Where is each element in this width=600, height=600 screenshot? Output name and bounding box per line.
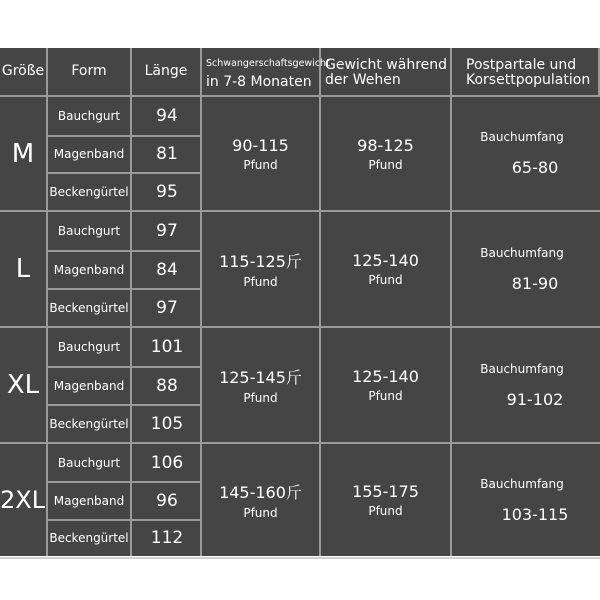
form-length: 84 xyxy=(156,260,178,280)
form-row xyxy=(48,250,202,288)
postpartum-value: 91-102 xyxy=(506,389,564,409)
labor-weight-value: 98-125 xyxy=(357,135,414,155)
form-name: Beckengürtel xyxy=(48,521,132,556)
form-list xyxy=(48,444,202,556)
form-name: Magenband xyxy=(48,252,132,288)
header-size-label: Größe xyxy=(1,62,45,79)
form-row xyxy=(48,366,202,404)
form-name: Magenband xyxy=(48,368,132,404)
header-size xyxy=(0,48,48,95)
postpartum-value: 103-115 xyxy=(501,504,569,524)
labor-weight-cell xyxy=(321,212,452,326)
header-length-label: Länge xyxy=(144,62,188,79)
pregnancy-weight-value: 115-125斤 xyxy=(219,252,302,271)
form-length: 105 xyxy=(150,414,184,434)
form-name: Beckengürtel xyxy=(48,290,132,326)
form-name: Bauchgurt xyxy=(48,328,132,366)
form-length: 106 xyxy=(150,452,184,473)
form-row xyxy=(48,404,202,442)
header-pregnancy-big: in 7-8 Monaten xyxy=(206,74,312,90)
size-label: L xyxy=(0,212,48,326)
postpartum-label: Bauchumfang xyxy=(480,476,564,491)
pregnancy-weight-value: 125-145斤 xyxy=(219,368,302,387)
labor-weight-cell xyxy=(321,444,452,556)
size-label: 2XL xyxy=(0,444,48,556)
header-form-label: Form xyxy=(71,62,107,79)
form-length: 97 xyxy=(156,221,178,241)
form-row xyxy=(48,172,202,210)
header-pregnancy-small: Schwangerschaftsgewicht xyxy=(206,58,330,69)
postpartum-label: Bauchumfang xyxy=(480,130,564,144)
labor-weight-unit: Pfund xyxy=(368,389,403,403)
labor-weight-cell xyxy=(321,328,452,442)
size-group-l xyxy=(0,210,600,326)
postpartum-cell xyxy=(452,444,600,556)
form-name: Magenband xyxy=(48,483,132,518)
pregnancy-weight-cell xyxy=(202,444,321,556)
postpartum-value: 65-80 xyxy=(511,158,559,177)
form-row xyxy=(48,212,202,250)
postpartum-cell xyxy=(452,97,600,210)
pregnancy-weight-unit: Pfund xyxy=(243,391,278,405)
pregnancy-weight-cell xyxy=(202,328,321,442)
form-length: 112 xyxy=(150,528,184,549)
postpartum-label: Bauchumfang xyxy=(480,361,564,376)
form-length: 101 xyxy=(150,337,184,357)
form-row xyxy=(48,481,202,518)
header-pregnancy-weight xyxy=(202,48,330,95)
size-chart-table xyxy=(0,48,600,556)
form-length: 94 xyxy=(156,105,178,126)
size-group-2xl xyxy=(0,442,600,556)
labor-weight-unit: Pfund xyxy=(368,504,403,518)
labor-weight-value: 155-175 xyxy=(352,482,419,501)
form-name: Bauchgurt xyxy=(48,97,132,135)
pregnancy-weight-cell xyxy=(202,97,321,210)
labor-weight-unit: Pfund xyxy=(368,157,403,172)
form-row xyxy=(48,328,202,366)
form-list xyxy=(48,212,202,326)
form-length: 96 xyxy=(156,490,178,511)
header-labor-label: Gewicht während der Wehen xyxy=(325,57,448,89)
pregnancy-weight-unit: Pfund xyxy=(243,275,278,289)
form-row xyxy=(48,519,202,556)
form-row xyxy=(48,288,202,326)
pregnancy-weight-unit: Pfund xyxy=(243,157,278,172)
form-row xyxy=(48,444,202,481)
form-list xyxy=(48,328,202,442)
form-length: 81 xyxy=(156,144,178,165)
labor-weight-unit: Pfund xyxy=(368,273,403,287)
bottom-divider xyxy=(0,557,600,559)
form-list xyxy=(48,97,202,210)
size-label: M xyxy=(0,97,48,210)
labor-weight-value: 125-140 xyxy=(352,251,419,270)
form-name: Bauchgurt xyxy=(48,212,132,250)
header-postpartum-label: Postpartale und Korsettpopulation xyxy=(466,57,591,89)
pregnancy-weight-cell xyxy=(202,212,321,326)
postpartum-value: 81-90 xyxy=(511,273,559,293)
size-label: XL xyxy=(0,328,48,442)
form-length: 95 xyxy=(156,182,178,203)
header-labor-weight xyxy=(321,48,452,95)
form-name: Beckengürtel xyxy=(48,406,132,442)
header-length xyxy=(132,48,202,95)
labor-weight-value: 125-140 xyxy=(352,367,419,386)
form-name: Magenband xyxy=(48,137,132,173)
form-row xyxy=(48,97,202,135)
form-length: 88 xyxy=(156,376,178,396)
pregnancy-weight-value: 145-160斤 xyxy=(219,483,302,502)
pregnancy-weight-value: 90-115 xyxy=(232,135,289,155)
header-form xyxy=(48,48,132,95)
labor-weight-cell xyxy=(321,97,452,210)
form-length: 97 xyxy=(156,298,178,318)
size-group-m xyxy=(0,95,600,210)
form-row xyxy=(48,135,202,173)
form-name: Beckengürtel xyxy=(48,174,132,210)
postpartum-cell xyxy=(452,212,600,326)
postpartum-label: Bauchumfang xyxy=(480,245,564,260)
header-postpartum xyxy=(452,48,600,95)
form-name: Bauchgurt xyxy=(48,444,132,481)
postpartum-cell xyxy=(452,328,600,442)
pregnancy-weight-unit: Pfund xyxy=(243,506,278,520)
size-group-xl xyxy=(0,326,600,442)
